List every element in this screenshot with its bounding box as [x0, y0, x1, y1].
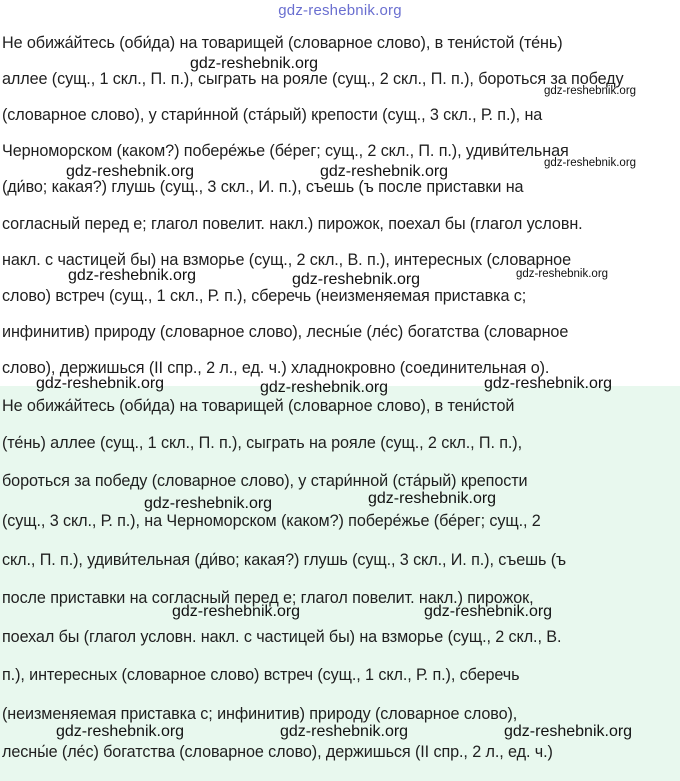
watermark-text: gdz-reshebnik.org	[280, 723, 409, 740]
text-line: инфинитив) природу (словарное слово), лесны́е (ле́с) богатства (словарное	[2, 323, 569, 341]
text-line: (неизменяемая приставка с; инфинитив) природу (словарное слово),	[2, 705, 518, 723]
text-line: (словарное слово), у стари́нной (ста́рый) крепости (сущ., 3 скл., Р. п.), на	[2, 106, 543, 124]
watermark-text: gdz-reshebnik.org	[36, 375, 165, 392]
watermark-text: gdz-reshebnik.org	[368, 490, 497, 507]
text-line: п.), интересных (словарное слово) встреч (сущ., 1 скл., Р. п.), сберечь	[2, 666, 520, 684]
text-line: лесны́е (ле́с) богатства (словарное слово), держишься (II спр., 2 л., ед. ч.)	[2, 743, 553, 761]
watermark-text: gdz-reshebnik.org	[68, 267, 197, 284]
watermark-text: gdz-reshebnik.org	[516, 268, 609, 280]
watermark-text: gdz-reshebnik.org	[190, 55, 319, 72]
site-watermark-header: gdz-reshebnik.org	[278, 2, 402, 19]
watermark-text: gdz-reshebnik.org	[56, 723, 185, 740]
text-line: аллее (сущ., 1 скл., П. п.), сыграть на рояле (сущ., 2 скл., П. п.), бороться за победу	[2, 70, 624, 88]
text-line: слово) встреч (сущ., 1 скл., Р. п.), сберечь (неизменяемая приставка с;	[2, 287, 527, 305]
text-block-second	[0, 386, 680, 781]
watermark-text: gdz-reshebnik.org	[544, 85, 637, 97]
watermark-text: gdz-reshebnik.org	[292, 271, 421, 288]
watermark-text: gdz-reshebnik.org	[504, 723, 633, 740]
text-line: (ди́во; какая?) глушь (сущ., 3 скл., И. п.), съешь (ъ после приставки на	[2, 178, 524, 196]
text-line: (сущ., 3 скл., Р. п.), на Черноморском (каком?) побере́жье (бе́рег; сущ., 2	[2, 512, 541, 530]
watermark-text: gdz-reshebnik.org	[484, 375, 613, 392]
watermark-text: gdz-reshebnik.org	[66, 163, 195, 180]
watermark-text: gdz-reshebnik.org	[424, 603, 553, 620]
text-block-first	[0, 30, 680, 386]
text-line: Не обижа́йтесь (оби́да) на товарищей (словарное слово), в тени́стой	[2, 397, 515, 415]
text-line: (те́нь) аллее (сущ., 1 скл., П. п.), сыграть на рояле (сущ., 2 скл., П. п.),	[2, 434, 522, 452]
watermark-text: gdz-reshebnik.org	[144, 495, 273, 512]
watermark-text: gdz-reshebnik.org	[320, 163, 449, 180]
text-line: бороться за победу (словарное слово), у стари́нной (ста́рый) крепости	[2, 472, 528, 490]
text-line: накл. с частицей бы) на взморье (сущ., 2 скл., В. п.), интересных (словарное	[2, 251, 571, 269]
text-line: слово), держишься (II спр., 2 л., ед. ч.) хладнокровно (соединительная о).	[2, 359, 550, 377]
text-line: скл., П. п.), удиви́тельная (ди́во; какая?) глушь (сущ., 3 скл., И. п.), съешь (ъ	[2, 551, 567, 569]
text-line: Не обижа́йтесь (оби́да) на товарищей (словарное слово), в тени́стой (те́нь)	[2, 34, 563, 52]
text-line: поехал бы (глагол условн. накл. с частицей бы) на взморье (сущ., 2 скл., В.	[2, 628, 562, 646]
watermark-text: gdz-reshebnik.org	[260, 379, 389, 396]
watermark-text: gdz-reshebnik.org	[544, 157, 637, 169]
watermark-text: gdz-reshebnik.org	[172, 603, 301, 620]
text-line: согласный перед е; глагол повелит. накл.) пирожок, поехал бы (глагол условн.	[2, 215, 583, 233]
text-line: после приставки на согласный перед е; глагол повелит. накл.) пирожок,	[2, 589, 534, 607]
text-line: Черноморском (каком?) побере́жье (бе́рег; сущ., 2 скл., П. п.), удиви́тельная	[2, 142, 569, 160]
